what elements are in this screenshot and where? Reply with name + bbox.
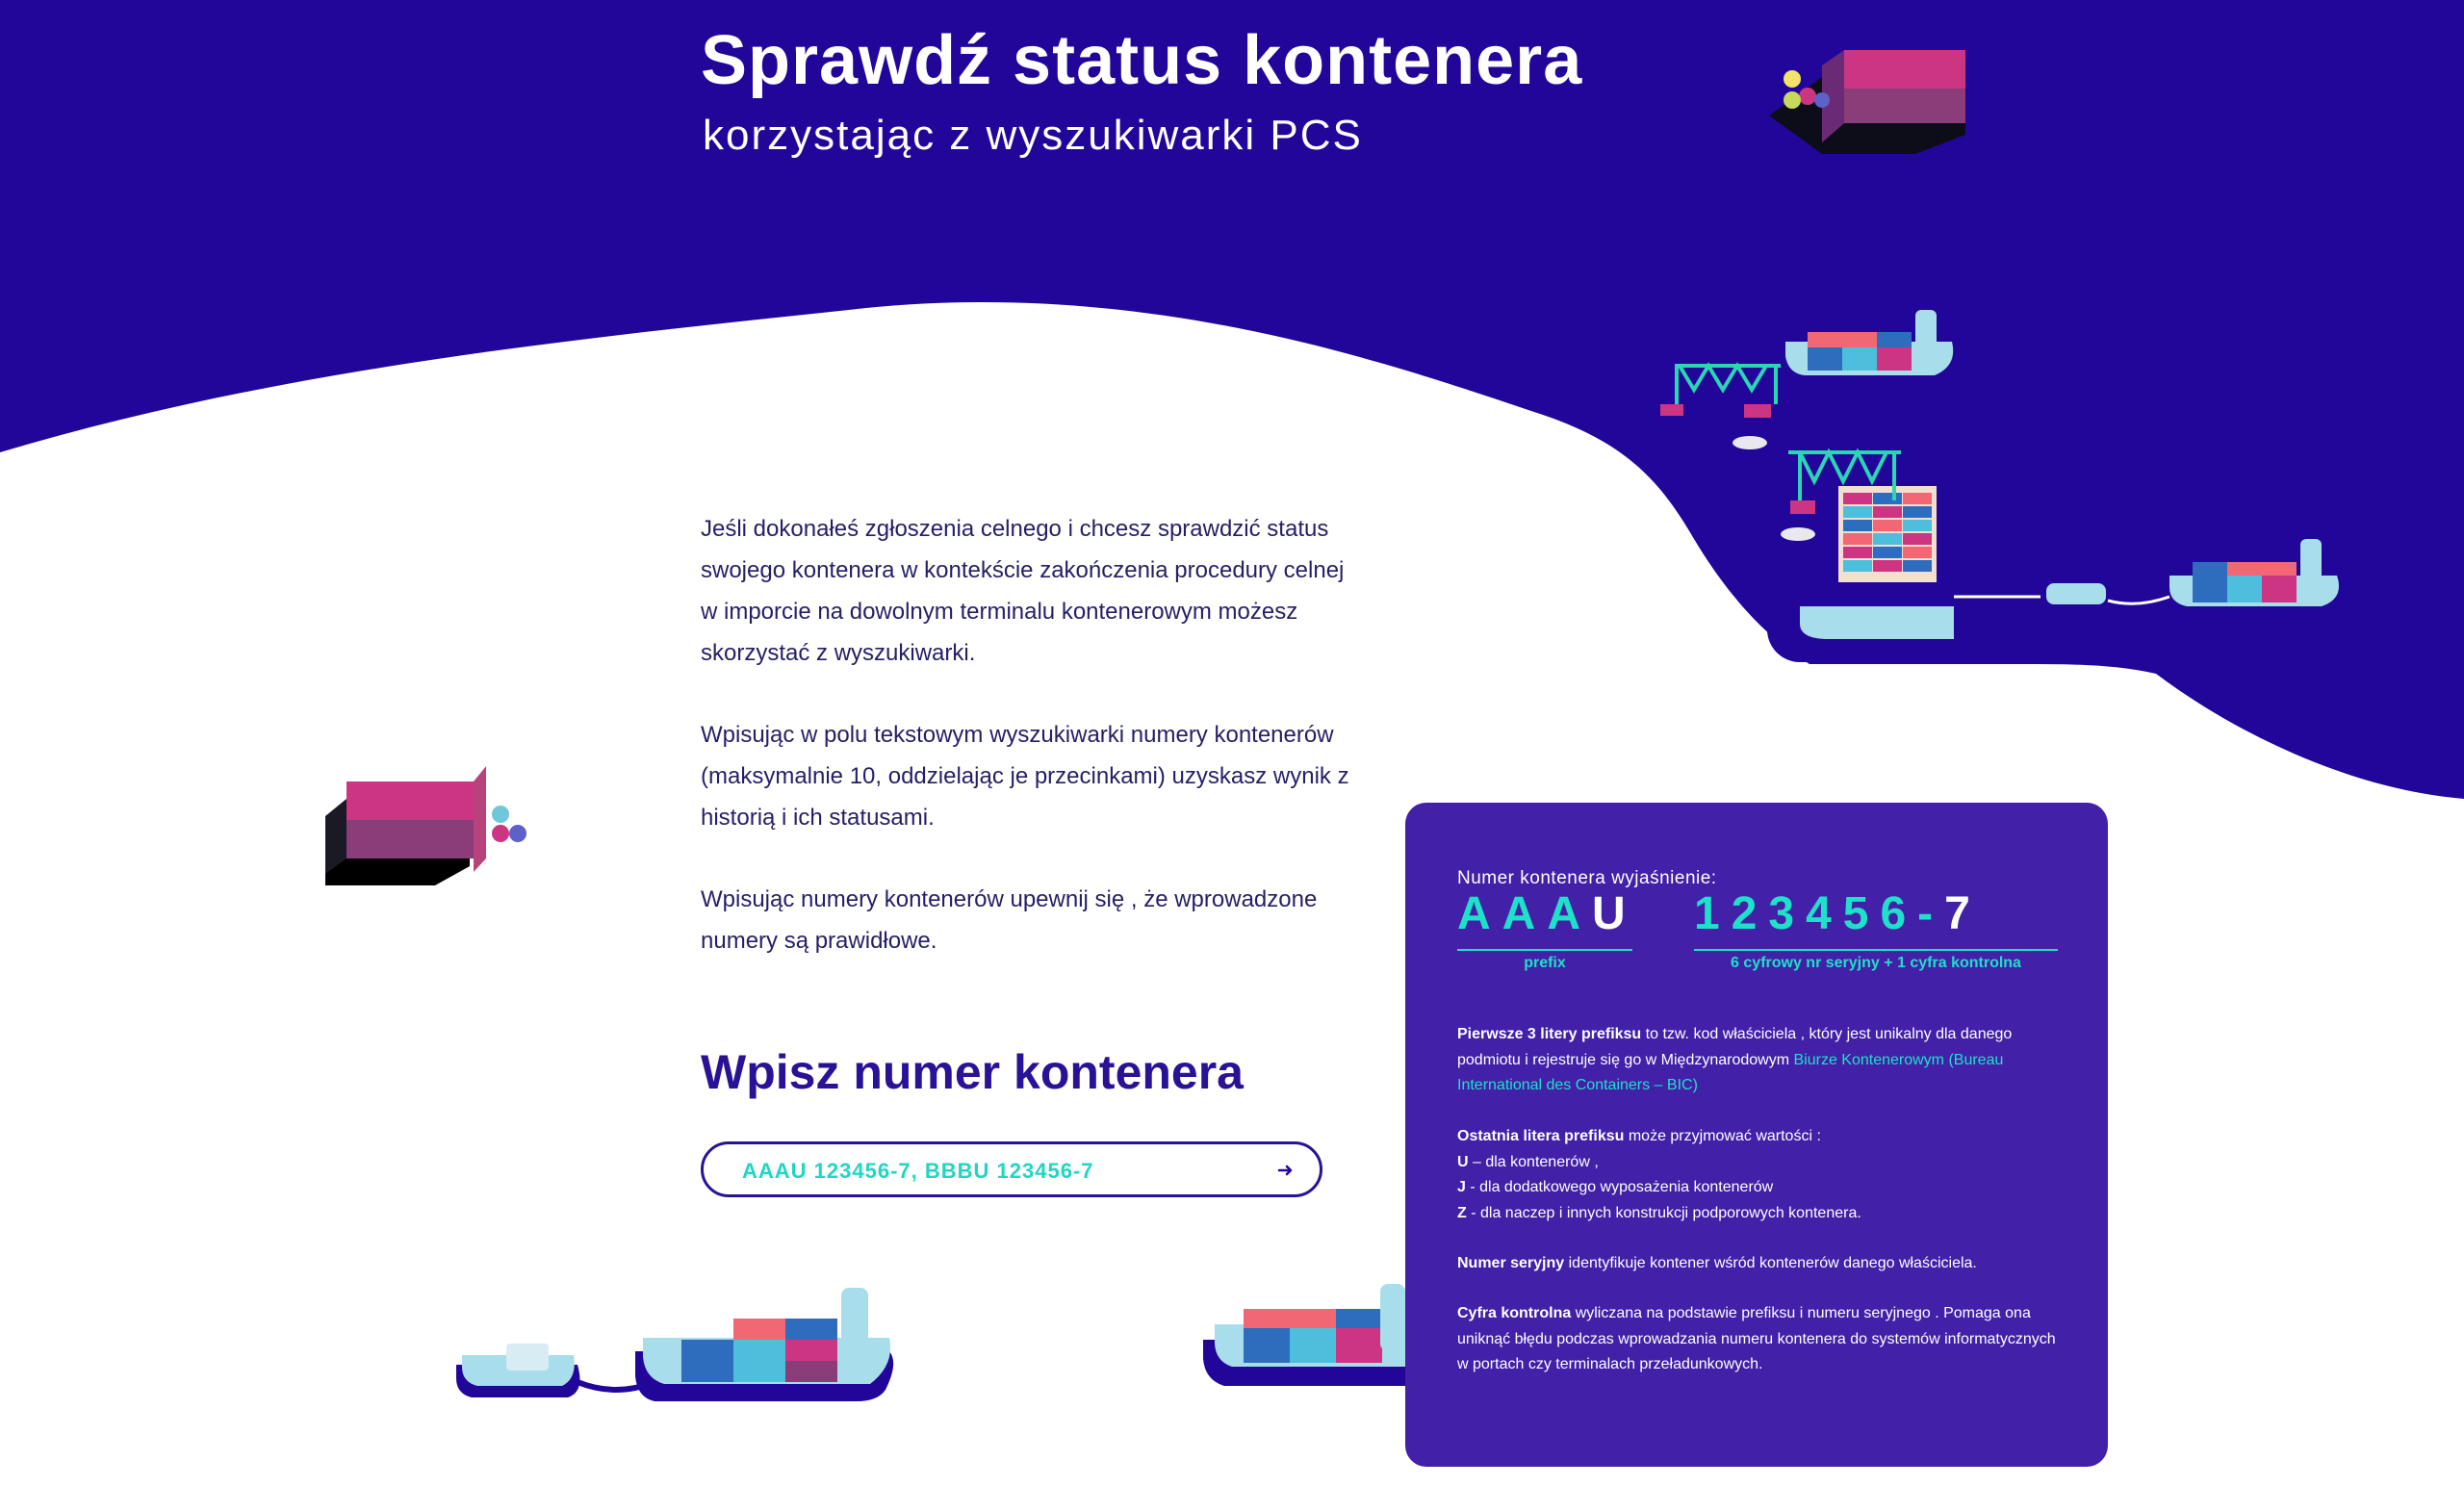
serial-example: [1694, 888, 1982, 939]
category-description: Ostatnia litera prefiksu może przyjmować wartości : U – dla kontenerów , J - dla dodatkowego wyposażenia kontenerów Z - dla naczep i innych konstrukcji podporowych kontenera.: [1457, 1124, 2064, 1226]
list-item: U – dla kontenerów ,: [1457, 1153, 1599, 1170]
owner-code-description: Pierwsze 3 litery prefiksu to tzw. kod właściciela , który jest unikalny dla danego podmiotu i rejestruje się go w Międzynarodowym Biurze Kontenerowym (Bureau International des Containers – BIC): [1457, 1026, 2013, 1093]
list-item: Z - dla naczep i innych konstrukcji podporowych kontenera.: [1457, 1204, 1861, 1221]
search-heading: Wpisz numer kontenera: [701, 1045, 1244, 1099]
intro-text: [701, 508, 1355, 1002]
prefix-caption: prefix: [1524, 955, 1566, 971]
explanation-label: Numer kontenera wyjaśnienie:: [1457, 868, 1717, 888]
check-digit-description: Cyfra kontrolna wyliczana na podstawie prefiksu i numeru seryjnego . Pomaga ona uniknąć błędu podczas wprowadzania numeru kontenera do systemów informatycznych w portach czy terminalach przeładunkowych.: [1457, 1305, 2056, 1372]
ship-bottom-left-icon: [456, 1288, 893, 1401]
container-search-input[interactable]: [740, 1154, 1264, 1189]
serial-description: Numer seryjny identyfikuje kontener wśród kontenerów danego właściciela.: [1457, 1255, 1977, 1271]
search-form: [701, 1141, 1322, 1197]
serial-underline: [1694, 949, 2058, 951]
serial-number: 123456: [1694, 888, 1918, 939]
prefix-underline: [1457, 949, 1632, 951]
prefix-example: [1457, 888, 1637, 939]
intro-paragraph: Wpisując numery kontenerów upewnij się , że wprowadzone numery są prawidłowe.: [701, 886, 1318, 954]
container-number-explanation-card: [1405, 803, 2108, 1467]
search-submit-button[interactable]: [1271, 1156, 1300, 1185]
containers-left-icon: [325, 766, 526, 885]
arrow-right-icon: [1271, 1156, 1300, 1185]
category-letter: U: [1592, 888, 1637, 939]
intro-paragraph: Wpisując w polu tekstowym wyszukiwarki numery kontenerów (maksymalnie 10, oddzielając je przecinkami) uzyskasz wynik z historią i ich statusami.: [701, 722, 1349, 831]
serial-caption: 6 cyfrowy nr seryjny + 1 cyfra kontrolna: [1731, 955, 2021, 971]
page-subtitle: korzystając z wyszukiwarki PCS: [703, 112, 1363, 159]
page-title: Sprawdź status kontenera: [701, 22, 1583, 99]
ship-bottom-center-icon: [1203, 1284, 1425, 1386]
intro-paragraph: Jeśli dokonałeś zgłoszenia celnego i chcesz sprawdzić status swojego kontenera w kontekście zakończenia procedury celnej w imporcie na dowolnym terminalu kontenerowym możesz skorzystać z wyszukiwarki.: [701, 516, 1345, 666]
owner-code: AAA: [1457, 888, 1592, 939]
bic-link[interactable]: Biurze Kontenerowym (Bureau International des Containers – BIC): [1457, 1051, 2004, 1093]
check-digit: 7: [1944, 888, 1982, 939]
dash: -: [1917, 888, 1945, 939]
list-item: J - dla dodatkowego wyposażenia kontenerów: [1457, 1179, 1774, 1195]
